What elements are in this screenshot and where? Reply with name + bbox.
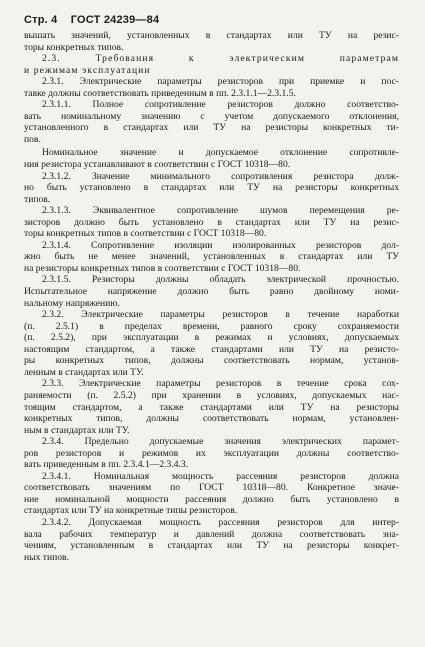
page-header (24, 14, 399, 26)
paragraph-2-3-1 (24, 76, 399, 99)
text-line: типов. (24, 193, 51, 205)
text-line: зисторов должно быть установлено в стандартах или ТУ на резис- (24, 216, 399, 228)
paragraph-2-3-4-1 (24, 471, 399, 517)
text-line: нальному напряжению. (24, 297, 120, 309)
text-line: (п. 2.5.1) в пределах времени, равного сроку сохраняемости (24, 320, 399, 332)
text-line: 2.3.1.5. Резисторы должны обладать электрической прочностью. (42, 274, 399, 286)
text-line: чениям, установленным в стандартах или ТУ на резисторы конкрет- (24, 540, 399, 552)
text-line: тоящим стандартом, а также стандартами или ТУ на резисторы (24, 401, 399, 413)
paragraph-2-3-1-3 (24, 205, 399, 240)
text-line: настоящим стандартом, а также стандартами или ТУ на резисто- (24, 343, 399, 355)
paragraph-nominal-value (24, 147, 399, 170)
text-line: жно быть не менее значений, установленных в стандартах или ТУ (24, 251, 399, 263)
paragraph-2-3-1-4 (24, 240, 399, 275)
text-line: вать приведенным в пп. 2.3.4.1—2.3.4.3. (24, 459, 189, 471)
paragraph-2-3-3 (24, 378, 399, 436)
text-line: стандартах или ТУ на конкретные типы резисторов. (24, 505, 238, 517)
text-line: ленным в стандартах или ТУ. (24, 366, 144, 378)
text-line: 2.3.1.3. Эквивалентное сопротивление шумов перемещения ре- (42, 205, 399, 217)
text-line: ным в стандартах или ТУ. (24, 424, 130, 436)
text-line: вышать значений, установленных в стандартах или ТУ на резис- (24, 30, 399, 41)
text-line: Испытательное напряжение должно быть равно двойному номи- (24, 286, 399, 298)
text-line: 2.3.1.4. Сопротивление изоляции изолированных резисторов дол- (42, 239, 399, 251)
text-line: торы конкретных типов. (24, 41, 124, 53)
text-line: 2.3.2. Электрические параметры резисторов в течение наработки (42, 309, 399, 321)
text-line: 2.3.3. Электрические параметры резисторов в течение срока сох- (42, 378, 399, 390)
text-line: Номинальное значение и допускаемое отклонение сопротивле- (42, 147, 399, 159)
text-line: 2.3.4.1. Номинальная мощность рассеяния резисторов должна (42, 470, 399, 482)
paragraph-2-3-4-2 (24, 517, 399, 563)
paragraph-2-3-2 (24, 309, 399, 378)
text-line: 2.3. Требования к электрическим параметрам (42, 53, 399, 65)
text-line: 2.3.4.2. Допускаемая мощность рассеяния резисторов для интер- (42, 516, 399, 528)
text-line: тавке должны соответствовать приведенным в пп. 2.3.1.1—2.3.1.5. (24, 87, 296, 99)
paragraph-continuation (24, 30, 399, 53)
text-line: вала рабочих температур и давлений должна соответствовать зна- (24, 528, 399, 540)
text-line: раняемости (п. 2.5.2) при хранении в условиях, допускаемых нас- (24, 389, 399, 401)
standard-designation: ГОСТ 24239—84 (70, 14, 160, 26)
text-line: 2.3.4. Предельно допускаемые значения электрических парамет- (42, 436, 399, 448)
paragraph-2-3-1-1 (24, 99, 399, 145)
section-heading-2-3 (24, 53, 399, 76)
page-number: Стр. 4 (24, 14, 58, 26)
text-line: (п. 2.5.2), при эксплуатации в режимах и условиях, допускаемых (24, 332, 399, 344)
text-line: 2.3.1. Электрические параметры резисторов при приемке и пос- (42, 76, 399, 88)
text-line: установленного в стандартах или ТУ на резисторы конкретных ти- (24, 122, 399, 134)
text-line: конкретных типов, должны соответствовать нормам, установлен- (24, 413, 399, 425)
paragraph-2-3-4 (24, 436, 399, 471)
text-line: 2.3.1.2. Значение минимального сопротивления резистора долж- (42, 170, 399, 182)
text-line: и режимам эксплуатации (24, 64, 151, 76)
text-line: ние номинальной мощности рассеяния должно быть установлено в (24, 493, 399, 505)
text-line: вать номинальному значению с учетом допускаемого отклонения, (24, 110, 399, 122)
text-line: ния резистора устанавливают в соответствии с ГОСТ 10318—80. (24, 159, 291, 171)
paragraph-2-3-1-2 (24, 171, 399, 206)
text-line: пов. (24, 133, 41, 145)
text-line: торы конкретных типов в соответствии с ГОСТ 10318—80. (24, 228, 267, 240)
text-line: ров резисторов и режимов их эксплуатации должны соответство- (24, 447, 399, 459)
text-line: соответствовать значениям по ГОСТ 10318—80. Конкретное значе- (24, 482, 399, 494)
text-line: 2.3.1.1. Полное сопротивление резисторов должно соответство- (42, 99, 399, 111)
paragraph-2-3-1-5 (24, 274, 399, 309)
text-line: но быть установлено в стандартах или ТУ на резисторы конкретных (24, 182, 399, 194)
text-line: ры конкретных типов, должны соответствовать нормам, установ- (24, 355, 399, 367)
text-line: ных типов. (24, 551, 69, 563)
text-line: на резисторы конкретных типов в соответствии с ГОСТ 10318—80. (24, 262, 301, 274)
